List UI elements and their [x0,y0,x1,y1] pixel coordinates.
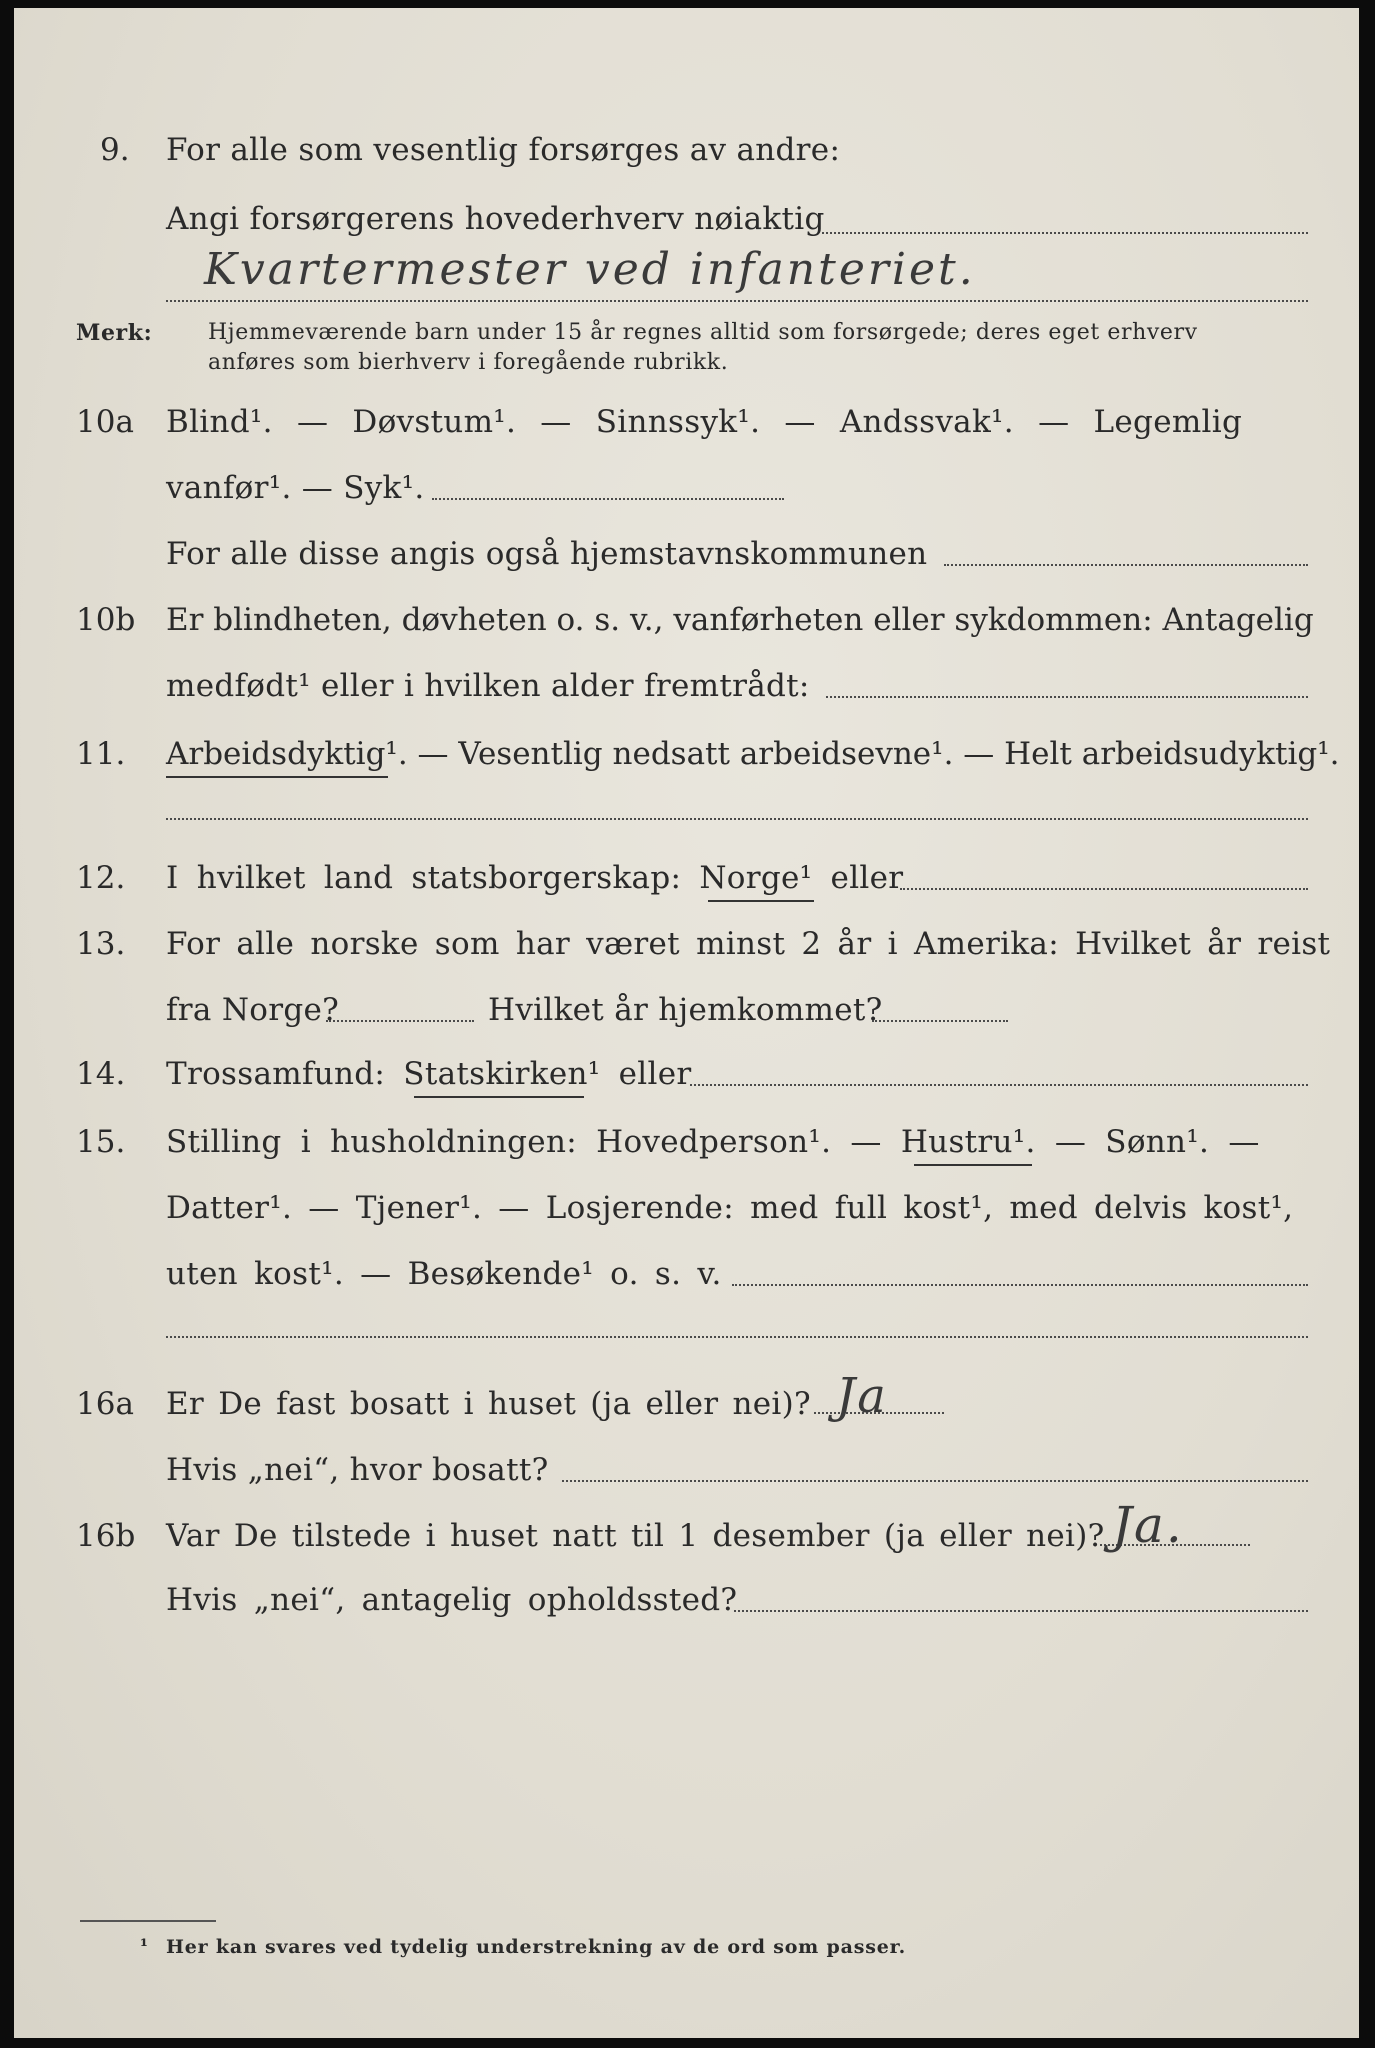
q16b-handwritten-answer: Ja. [1112,1496,1184,1554]
q14-underline-statskirken [414,1096,584,1098]
footnote-mark: ¹ [140,1936,149,1957]
q15-line2: Datter¹. — Tjener¹. — Losjerende: med full kost¹, med delvis kost¹, [166,1190,1294,1226]
q10a-home-municipality-line[interactable] [944,564,1308,566]
q11-underline-arbeidsdyktig [166,776,388,778]
q15-line3: uten kost¹. — Besøkende¹ o. s. v. [166,1256,722,1292]
footnote-rule [80,1920,216,1922]
q13-line2a: fra Norge? [166,992,340,1028]
q10a-line1: Blind¹. — Døvstum¹. — Sinnssyk¹. — Andssvak¹. — Legemlig [166,404,1243,440]
q16b-location-line[interactable] [734,1610,1308,1612]
q10a-line2: vanfør¹. — Syk¹. [166,470,425,506]
q16a-number: 16a [76,1386,134,1422]
q15-underline-hustru [914,1164,1032,1166]
q10a-sick-line[interactable] [432,498,784,500]
q9-number: 9. [100,132,130,168]
q10a-line3: For alle disse angis også hjemstavnskommunen [166,536,928,572]
q10b-line2: medfødt¹ eller i hvilken alder fremtrådt: [166,668,810,704]
q12-line1: I hvilket land statsborgerskap: Norge¹ eller [166,860,904,896]
q11-line1: Arbeidsdyktig¹. — Vesentlig nedsatt arbeidsevne¹. — Helt arbeidsudyktig¹. [166,736,1340,772]
merk-line2: anføres som bierhverv i foregående rubrikk. [208,350,729,375]
q15-answer-line[interactable] [166,1336,1308,1338]
q14-denomination-line[interactable] [690,1084,1308,1086]
q10b-line1: Er blindheten, døvheten o. s. v., vanførheten eller sykdommen: Antagelig [166,602,1314,638]
q15-line1: Stilling i husholdningen: Hovedperson¹. — Hustru¹. — Sønn¹. — [166,1124,1260,1160]
q16a-handwritten-answer: Ja [836,1368,888,1424]
q9-answer-line-2[interactable] [166,300,1308,302]
q13-year-left-line[interactable] [326,1020,474,1022]
q9-answer-line[interactable] [822,232,1308,234]
q11-number: 11. [76,736,126,772]
q12-number: 12. [76,860,126,896]
q13-number: 13. [76,926,126,962]
q13-line2b: Hvilket år hjemkommet? [488,992,883,1028]
q11-answer-line[interactable] [166,818,1308,820]
q16a-residence-line[interactable] [562,1480,1308,1482]
q9-handwritten-answer: Kvartermester ved infanteriet. [204,244,976,295]
q15-other-line[interactable] [732,1284,1308,1286]
q16a-line2: Hvis „nei“, hvor bosatt? [166,1452,549,1488]
merk-label: Merk: [76,320,153,346]
q10b-age-line[interactable] [826,696,1308,698]
q9-line2: Angi forsørgerens hovederhverv nøiaktig [166,201,825,237]
q12-underline-norge [708,900,814,902]
merk-line1: Hjemmeværende barn under 15 år regnes alltid som forsørgede; deres eget erhverv [208,320,1198,345]
q16b-number: 16b [76,1518,136,1554]
q14-number: 14. [76,1056,126,1092]
q10a-number: 10a [76,404,134,440]
q16b-line1: Var De tilstede i huset natt til 1 desember (ja eller nei)? [166,1518,1105,1554]
q12-country-line[interactable] [900,888,1308,890]
q16a-line1: Er De fast bosatt i huset (ja eller nei)? [166,1386,811,1422]
q16b-line2: Hvis „nei“, antagelig opholdssted? [166,1582,738,1618]
q13-line1: For alle norske som har været minst 2 år i Amerika: Hvilket år reist [166,926,1331,962]
q10b-number: 10b [76,602,136,638]
q13-year-returned-line[interactable] [872,1020,1008,1022]
footnote-text: Her kan svares ved tydelig understrekning av de ord som passer. [166,1936,907,1958]
q9-line1: For alle som vesentlig forsørges av andre: [166,132,841,168]
census-form-page [14,8,1359,2038]
q15-number: 15. [76,1124,126,1160]
q14-line1: Trossamfund: Statskirken¹ eller [166,1056,692,1092]
